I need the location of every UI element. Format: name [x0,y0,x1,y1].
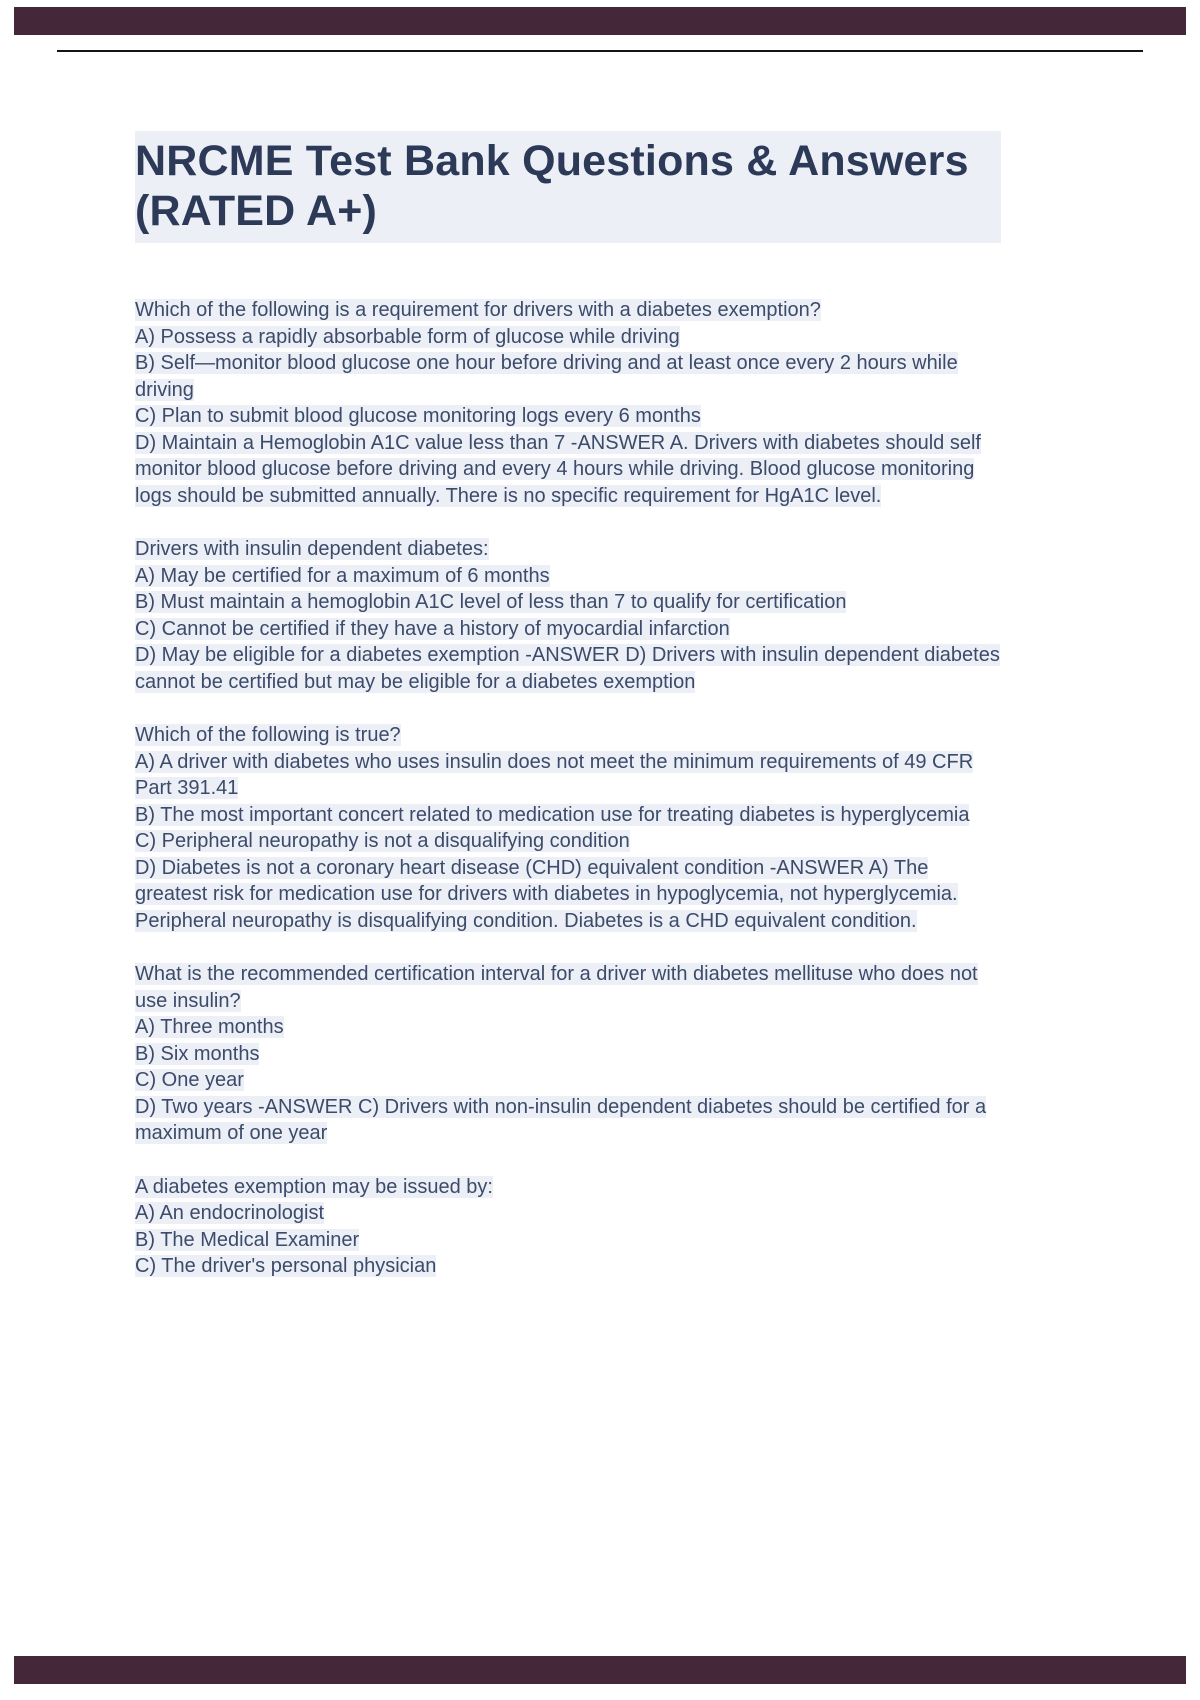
header-rule [57,50,1143,52]
question-block [135,722,1001,934]
title-line-2: (RATED A+) [135,187,378,235]
question-line [135,1067,1001,1094]
bottom-bar [14,1656,1186,1684]
question-line [135,1200,1001,1227]
document-title [135,131,1001,243]
question-line [135,1094,1001,1147]
question-line [135,403,1001,430]
question-line [135,616,1001,643]
question-line-text: A) Three months [135,1016,284,1038]
question-block [135,536,1001,695]
question-line [135,1227,1001,1254]
question-line [135,430,1001,510]
question-line [135,961,1001,1014]
question-line [135,589,1001,616]
question-line [135,324,1001,351]
question-line-text: A diabetes exemption may be issued by: [135,1175,493,1198]
question-line-text: Which of the following is true? [135,724,401,746]
question-line [135,297,1001,324]
question-line-text: What is the recommended certification interval for a driver with diabetes mellituse who does not use insulin? [135,963,978,1012]
question-line [135,855,1001,935]
question-line-text: B) The Medical Examiner [135,1228,360,1251]
title-line-1: NRCME Test Bank Questions & Answers [135,137,969,185]
question-line-text: C) Cannot be certified if they have a history of myocardial infarction [135,617,730,640]
question-line [135,536,1001,563]
question-line-text: D) Two years -ANSWER C) Drivers with non-insulin dependent diabetes should be certified for a maximum of one year [135,1095,987,1144]
question-line-text: C) Plan to submit blood glucose monitoring logs every 6 months [135,405,701,427]
question-line [135,722,1001,749]
question-line-text: B) Self—monitor blood glucose one hour before driving and at least once every 2 hours while driving [135,352,958,401]
question-line-text: D) Diabetes is not a coronary heart disease (CHD) equivalent condition -ANSWER A) The greatest risk for medication use for drivers with diabetes in hypoglycemia, not hyperglycemia. Peripheral neuropathy is disqualifying condition. Diabetes is a CHD equivalent condition. [135,856,958,932]
question-line-text: A) May be certified for a maximum of 6 months [135,564,550,587]
question-line-text: B) Must maintain a hemoglobin A1C level of less than 7 to qualify for certification [135,591,847,613]
question-line-text: A) A driver with diabetes who uses insulin does not meet the minimum requirements of 49 CFR Part 391.41 [135,750,974,799]
question-line-text: D) May be eligible for a diabetes exemption -ANSWER D) Drivers with insulin dependent diabetes cannot be certified but may be eligible for a diabetes exemption [135,644,1000,693]
question-line-text: A) Possess a rapidly absorbable form of glucose while driving [135,325,680,348]
question-block [135,297,1001,509]
question-line-text: D) Maintain a Hemoglobin A1C value less than 7 -ANSWER A. Drivers with diabetes should self monitor blood glucose before driving and every 4 hours while driving. Blood glucose monitoring logs should be submitted annually. There is no specific requirement for HgA1C level. [135,431,981,507]
document-content [135,131,1001,1307]
question-line [135,1253,1001,1280]
question-block [135,1174,1001,1280]
question-line-text: Which of the following is a requirement for drivers with a diabetes exemption? [135,299,821,321]
question-line [135,1014,1001,1041]
top-bar [14,7,1186,35]
question-line-text: C) The driver's personal physician [135,1255,437,1277]
question-line-text: C) One year [135,1069,244,1091]
question-line [135,642,1001,695]
question-line-text: Drivers with insulin dependent diabetes: [135,538,489,560]
question-line [135,1174,1001,1201]
question-line [135,802,1001,829]
question-line-text: A) An endocrinologist [135,1202,325,1224]
question-line [135,828,1001,855]
question-line-text: C) Peripheral neuropathy is not a disqualifying condition [135,830,630,852]
question-line [135,350,1001,403]
question-line-text: B) Six months [135,1042,260,1065]
question-block [135,961,1001,1147]
question-line [135,749,1001,802]
questions-list [135,297,1001,1280]
question-line [135,1041,1001,1068]
question-line-text: B) The most important concert related to medication use for treating diabetes is hyperglycemia [135,803,970,826]
question-line [135,563,1001,590]
